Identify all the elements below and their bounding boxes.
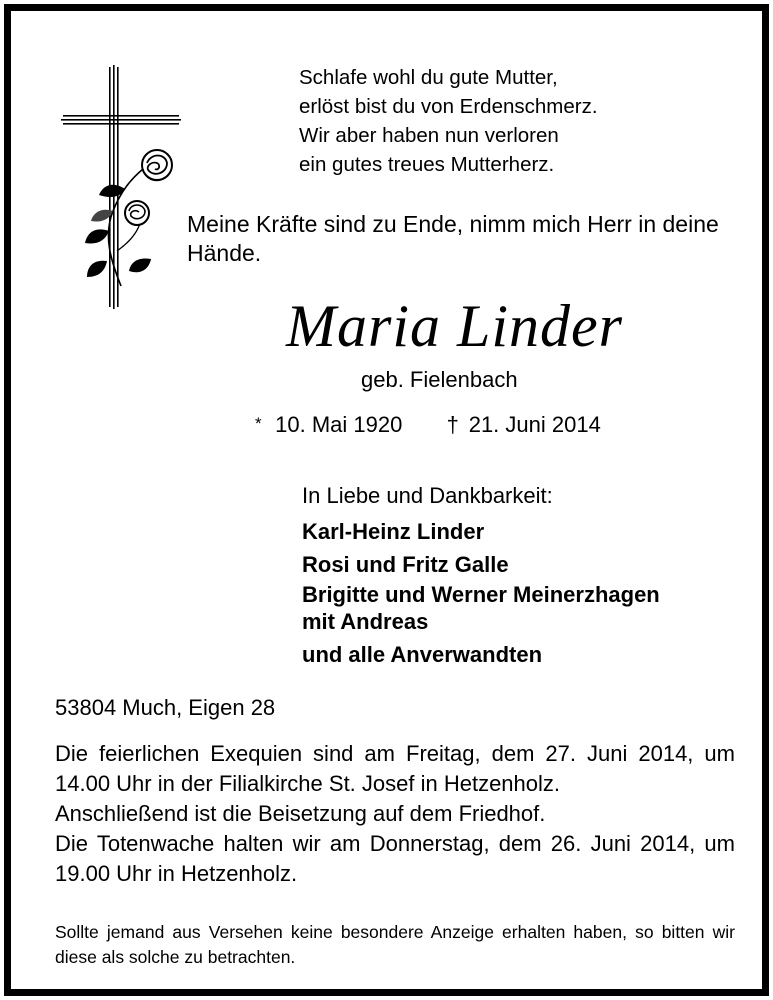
verse: [299, 63, 719, 179]
verse-line: Schlafe wohl du gute Mutter,: [299, 66, 558, 89]
prayer-text: Meine Kräfte sind zu Ende, nimm mich Herr in deine Hände.: [187, 211, 719, 266]
verse-line: erlöst bist du von Erdenschmerz.: [299, 95, 598, 118]
verse-line: Wir aber haben nun verloren: [299, 124, 559, 147]
birth-date: 10. Mai 1920: [275, 412, 403, 437]
obituary-notice: [4, 4, 769, 996]
life-dates: [255, 409, 675, 440]
birth-name: geb. Fielenbach: [361, 367, 518, 392]
mourner-name: und alle Anverwandten: [302, 642, 543, 667]
funeral-details: [55, 739, 735, 889]
mourner-name: mit Andreas: [302, 609, 429, 634]
mourner-name: Brigitte und Werner Meinerzhagen: [302, 582, 660, 607]
mourner-name: Rosi und Fritz Galle: [302, 551, 509, 577]
mourner-name: Karl-Heinz Linder: [302, 519, 485, 544]
death-cross-icon: †: [446, 412, 459, 437]
exequies-text: Die feierlichen Exequien sind am Freitag, dem 27. Juni 2014, um 14.00 Uhr in der Filialkirche St. Josef in Hetzenholz.: [55, 741, 735, 796]
footnote: [55, 920, 735, 970]
cross-with-rose-icon: [51, 61, 191, 311]
burial-text: Anschließend ist die Beisetzung auf dem Friedhof.: [55, 801, 546, 826]
mourners-list: [302, 516, 742, 672]
thanks-line: In Liebe und Dankbarkeit:: [302, 483, 553, 508]
verse-line: ein gutes treues Mutterherz.: [299, 153, 555, 176]
birth-star-icon: *: [255, 414, 262, 433]
deceased-name: Maria Linder: [285, 293, 624, 359]
death-date: 21. Juni 2014: [468, 412, 601, 437]
address: 53804 Much, Eigen 28: [55, 695, 276, 720]
footnote-text: Sollte jemand aus Versehen keine besondere Anzeige erhalten haben, so bitten wir diese als solche zu betrachten.: [55, 922, 735, 967]
wake-text: Die Totenwache halten wir am Donnerstag, dem 26. Juni 2014, um 19.00 Uhr in Hetzenholz.: [55, 831, 735, 886]
